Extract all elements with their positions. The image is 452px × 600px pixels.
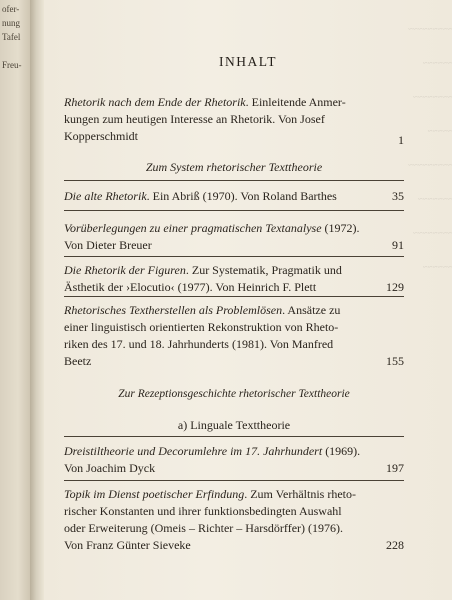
toc-entry: Dreistiltheorie und Decorumlehre im 17. Jahrhundert (1969). Von Joachim Dyck 197	[64, 444, 404, 475]
toc-entry: Rhetorik nach dem Ende der Rhetorik. Einleitende Anmer- kungen zum heutigen Interesse an Rhetorik. Von Josef Kopperschmidt 1	[64, 95, 404, 147]
toc-entry: Die Rhetorik der Figuren. Zur Systematik, Pragmatik und Ästhetik der ›Elocutio‹ (1977). Von Heinrich F. Plett 129	[64, 263, 404, 294]
section-heading: Zur Rezeptionsgeschichte rhetorischer Texttheorie	[118, 388, 350, 400]
left-page-edge	[0, 0, 30, 600]
page-number: 155	[386, 354, 404, 368]
section-divider	[64, 436, 404, 437]
page-number: 35	[392, 189, 404, 203]
left-page-fragment: ofer-	[2, 4, 20, 14]
page-number: 91	[392, 238, 404, 252]
entry-divider	[64, 296, 404, 297]
toc-entry: Die alte Rhetorik. Ein Abriß (1970). Von Roland Barthes 35	[64, 189, 404, 203]
left-page-fragment: nung	[2, 18, 20, 28]
entry-divider	[64, 480, 404, 481]
section-divider	[64, 180, 404, 181]
book-page	[44, 0, 452, 600]
section-heading: Zum System rhetorischer Texttheorie	[145, 160, 323, 174]
book-gutter	[30, 0, 44, 600]
toc-entry: Rhetorisches Textherstellen als Problemlösen. Ansätze zu einer linguistisch orientierten Rekonstruktion von Rheto- riken des 17. und 18. Jahrhunderts (1981). Von Manfred Beetz 155	[64, 303, 404, 368]
entry-divider	[64, 210, 404, 211]
left-page-fragment: Tafel	[2, 32, 21, 42]
toc-entry: Topik im Dienst poetischer Erfindung. Zum Verhältnis rheto- rischer Konstanten und ihrer funktionsbedingten Auswahl oder Erweiterung (Omeis – Richter – Harsdörffer) (1976). Von Franz Günter Sieveke 228	[64, 487, 404, 552]
left-page-fragment: Freu-	[2, 60, 22, 70]
page-title: INHALT	[219, 54, 277, 69]
page-number: 129	[386, 280, 404, 294]
subsection-heading: a) Linguale Texttheorie	[177, 418, 291, 432]
page-number: 228	[386, 538, 404, 552]
page-number: 1	[398, 133, 404, 147]
entry-divider	[64, 256, 404, 257]
toc-entry: Vorüberlegungen zu einer pragmatischen Textanalyse (1972). Von Dieter Breuer 91	[64, 221, 404, 252]
bleed-through-text: ~~~~~~~~~ ~~~~~~ ~~~~~~~~ ~~~~~ ~~~~~~~~~ ~~~~~~~ ~~~~~~~~ ~~~~~~	[408, 24, 452, 272]
page-number: 197	[386, 461, 404, 475]
